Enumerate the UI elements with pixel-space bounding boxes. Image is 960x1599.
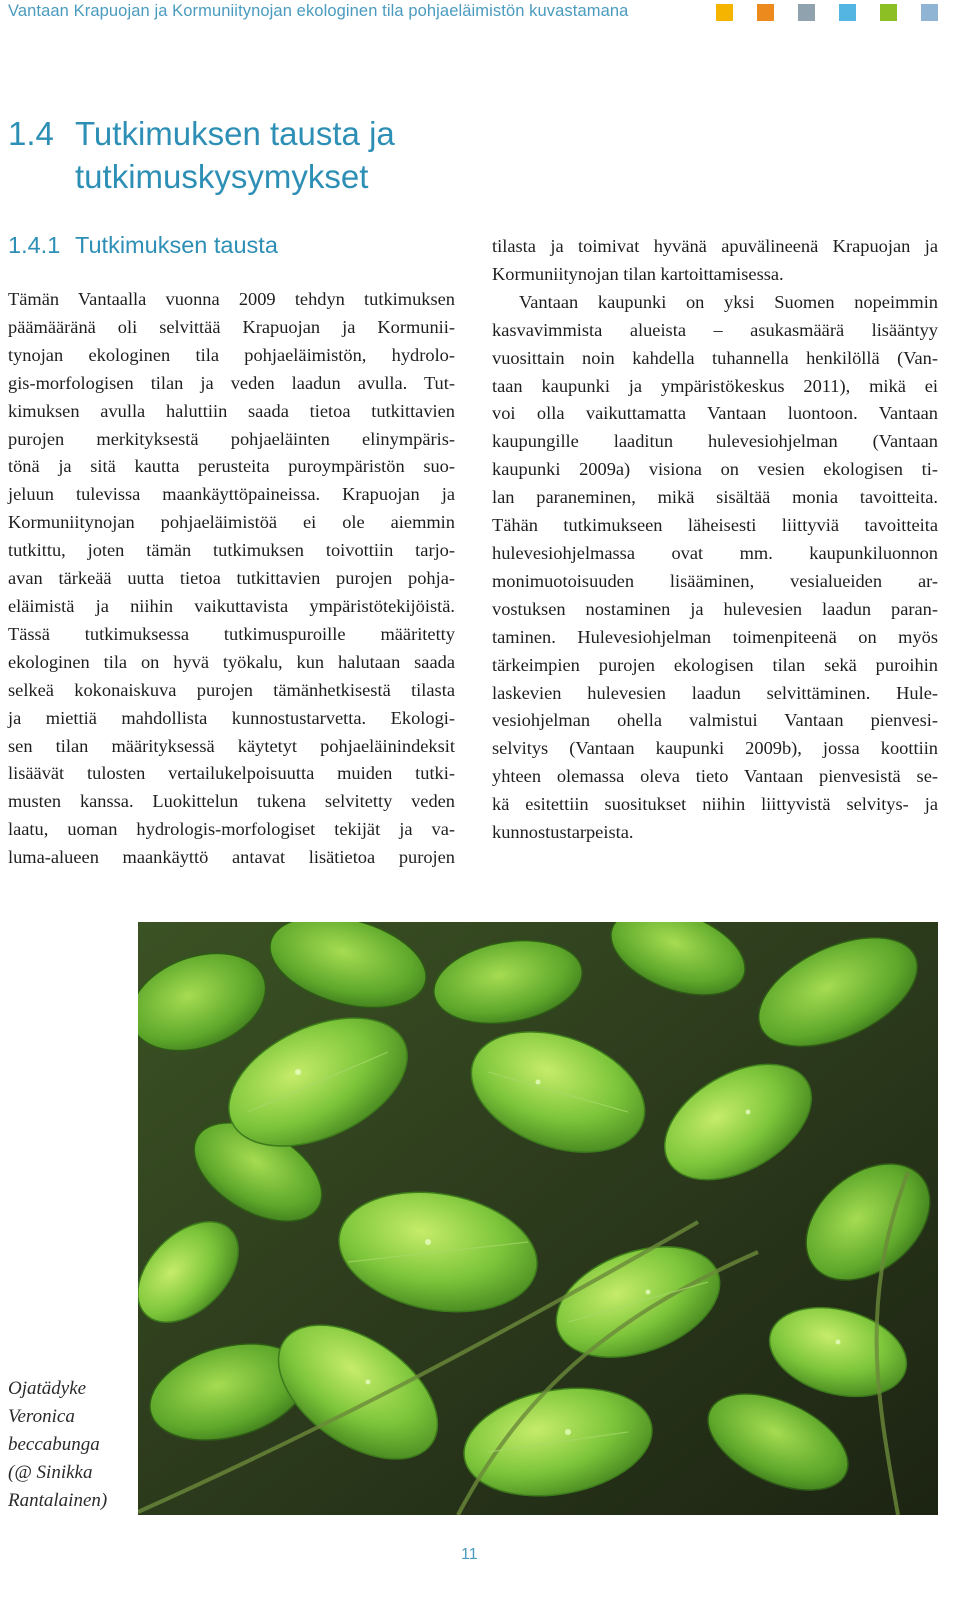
caption-line: Rantalainen): [8, 1490, 108, 1511]
text-line: vostuksen nostaminen ja hulevesien laadun paran-: [492, 598, 938, 619]
right-column-text: [492, 233, 938, 847]
caption-line: (@ Sinikka: [8, 1462, 93, 1483]
subsection-number: 1.4.1: [8, 232, 61, 258]
text-line: tönä ja sitä kautta perusteita puroympäristön suo-: [8, 456, 455, 477]
text-line: Tähän tutkimukseen läheisesti liittyviä tavoitteita: [492, 515, 938, 536]
text-line: kasvavimmista alueista – asukasmäärä lisääntyy: [492, 319, 938, 340]
text-line: tilasta ja toimivat hyvänä apuvälineenä Krapuojan ja: [492, 236, 938, 256]
veronica-photo-illustration: [138, 922, 938, 1515]
text-line: luma-alueen maankäyttö antavat lisätietoa purojen: [8, 847, 455, 868]
text-line: Kormuniitynojan pohjaeläimistöä ei ole aiemmin: [8, 512, 455, 533]
text-line: tynojan ekologinen tila pohjaeläimistön, hydrolo-: [8, 344, 455, 365]
text-line: sen tilan määrityksessä käytetyt pohjaeläinindeksit: [8, 735, 455, 756]
text-line: kimuksen avulla haluttiin saada tietoa tutkittavien: [8, 400, 455, 421]
subsection-heading: [8, 230, 278, 260]
text-line: avan tärkeää uutta tietoa tutkittavien purojen pohja-: [8, 568, 455, 589]
text-line: kä esitettiin suositukset niihin liittyvistä selvitys- ja: [492, 794, 938, 815]
color-square: [798, 4, 815, 21]
text-line: ekologinen tila on hyvä työkalu, kun halutaan saada: [8, 651, 455, 672]
paragraph: [492, 289, 938, 847]
left-column-text: [8, 286, 455, 872]
text-line: laskevien hulevesien laadun selvittäminen. Hule-: [492, 682, 938, 703]
color-square: [716, 4, 733, 21]
text-line: eläimistä ja niihin vaikuttavista ympäristötekijöistä.: [8, 595, 455, 616]
text-line: jeluun tulevissa maankäyttöpaineissa. Krapuojan ja: [8, 484, 455, 505]
text-line: selkeä kokonaiskuva purojen tämänhetkisestä tilasta: [8, 679, 455, 700]
subsection-title: Tutkimuksen tausta: [75, 232, 278, 258]
text-line: Tässä tutkimuksessa tutkimuspuroille määritetty: [8, 623, 455, 644]
text-line: hulevesiohjelmassa ovat mm. kaupunkiluonnon: [492, 542, 938, 563]
text-line: laatu, uoman hydrologis-morfologiset tekijät ja va-: [8, 819, 455, 840]
text-line: tärkeimpien purojen ekologisen tilan sekä puroihin: [492, 654, 938, 675]
text-line: tutkittu, joten tämän tutkimuksen toivottiin tarjo-: [8, 540, 455, 561]
text-line: monimuotoisuuden lisääminen, vesialueiden ar-: [492, 570, 938, 591]
color-squares: [716, 4, 938, 21]
color-square: [757, 4, 774, 21]
text-line: Vantaan kaupunki on yksi Suomen nopeimmin: [519, 291, 938, 312]
section-title-line: tutkimuskysymykset: [75, 158, 369, 195]
text-line: selvitys (Vantaan kaupunki 2009b), jossa koottiin: [492, 738, 938, 759]
color-square: [921, 4, 938, 21]
running-header: Vantaan Krapuojan ja Kormuniitynojan ekologinen tila pohjaeläimistön kuvastamana: [8, 2, 629, 20]
text-line: taminen. Hulevesiohjelman toimenpiteenä on myös: [492, 626, 938, 647]
text-line: lisäävät tulosten vertailukelpoisuutta muiden tutki-: [8, 763, 455, 784]
text-line: kunnostustarpeista.: [492, 822, 634, 843]
photo-caption: [8, 1375, 128, 1515]
page-number: 11: [461, 1546, 478, 1563]
text-line: vesiohjelman ohella valmistui Vantaan pienvesi-: [492, 710, 938, 731]
caption-line: beccabunga: [8, 1434, 100, 1455]
text-line: Tämän Vantaalla vuonna 2009 tehdyn tutkimuksen: [8, 289, 455, 309]
text-line: kaupungille laaditun hulevesiohjelman (Vantaan: [492, 431, 938, 452]
text-line: musten kanssa. Luokittelun tukena selvitetty veden: [8, 791, 455, 812]
text-line: gis-morfologisen tilan ja veden laadun avulla. Tut-: [8, 372, 455, 393]
caption-line: Ojatädyke: [8, 1378, 87, 1399]
color-square: [880, 4, 897, 21]
text-line: lan paraneminen, mikä sisältää monia tavoitteita.: [492, 487, 938, 508]
text-line: päämääränä oli selvittää Krapuojan ja Kormunii-: [8, 316, 455, 337]
text-line: yhteen olemassa oleva tieto Vantaan pienvesistä se-: [492, 766, 938, 787]
section-number: 1.4: [8, 115, 54, 152]
text-line: ja miettiä mahdollista kunnostustarvetta. Ekologi-: [8, 707, 455, 728]
color-square: [839, 4, 856, 21]
text-line: voi olla vaikuttamatta Vantaan luontoon. Vantaan: [492, 403, 938, 424]
paragraph: [492, 233, 938, 289]
section-heading: [8, 112, 395, 198]
text-line: purojen merkityksestä pohjaeläinten elinympäris-: [8, 428, 455, 449]
text-line: Kormuniitynojan tilan kartoittamisessa.: [492, 263, 784, 284]
text-line: vuosittain noin kahdella tuhannella henkilöllä (Van-: [492, 347, 938, 368]
plant-photo: [138, 922, 938, 1515]
text-line: taan kaupunki ja ympäristökeskus 2011), mikä ei: [492, 375, 938, 396]
section-title-line: Tutkimuksen tausta ja: [75, 115, 395, 152]
caption-line: Veronica: [8, 1406, 75, 1427]
text-line: kaupunki 2009a) visiona on vesien ekologisen ti-: [492, 459, 938, 480]
section-title: [75, 112, 395, 198]
